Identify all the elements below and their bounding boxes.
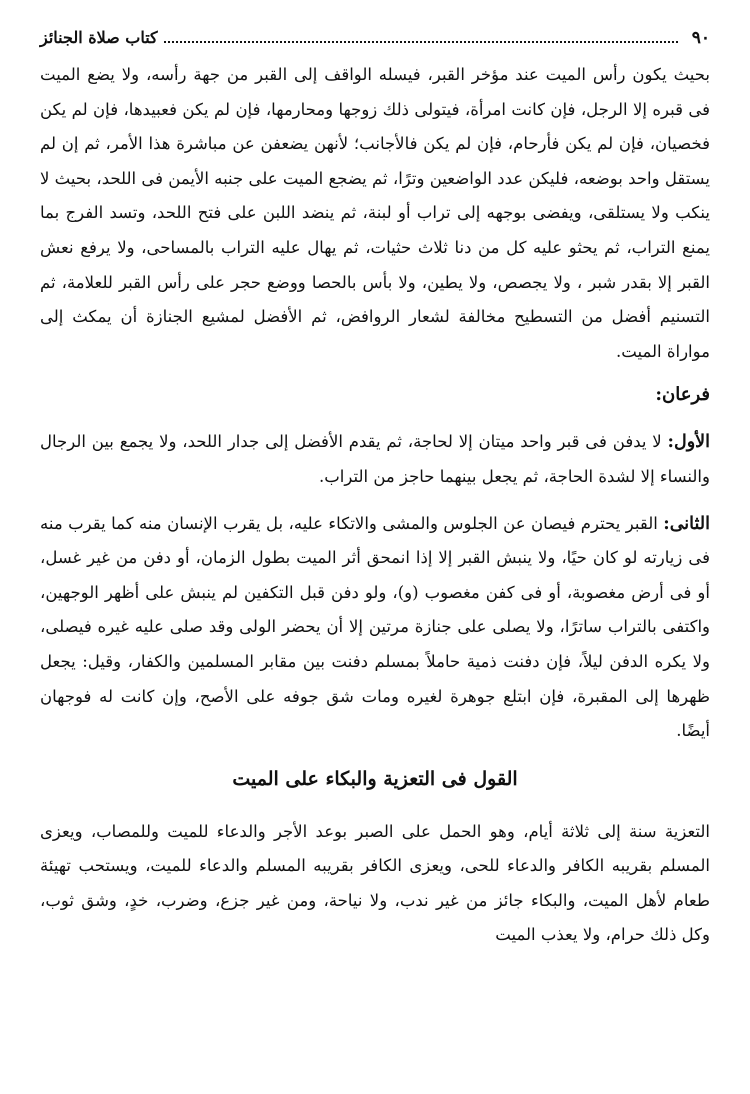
header-dotted-leader — [164, 40, 678, 43]
book-page — [40, 28, 710, 953]
section-title: القول فى التعزية والبكاء على الميت — [232, 767, 518, 790]
paragraph-burial-procedure: بحيث يكون رأس الميت عند مؤخر القبر، فيسله الواقف إلى القبر من جهة رأسه، ولا يضع الميت فى قبره إلا الرجل، فإن كانت امرأة، فيتولى ذلك زوجها ومحارمها، فإن لم يكن فعبيدها، فإن لم يكن فخصيان، فإن لم يكن فأرحام، فإن لم يكن فالأجانب؛ لأنهن يضعفن عن مباشرة هذا الأمر، ثم إن لم يستقل واحد بوضعه، فليكن عدد الواضعين وترًا، ثم يضجع الميت على جنبه الأيمن فى اللحد، بحيث لا ينكب ولا يستلقى، ويفضى بوجهه إلى تراب أو لبنة، ثم ينضد اللبن على فتح اللحد، وتسد الفرج بما يمنع التراب، ثم يحثو عليه كل من دنا ثلاث حثيات، ثم يهال عليه التراب بالمساحى، ولا يرفع نعش القبر إلا بقدر شبر ، ولا يجصص، ولا يطين، ولا بأس بالحصا ووضع حجر على رأس القبر للعلامة، ثم التسنيم أفضل من التسطيح مخالفة لشعار الروافض، ثم الأفضل لمشيع الجنازة أن يمكث إلى مواراة الميت. — [40, 65, 710, 361]
second-branch-text: القبر يحترم فيصان عن الجلوس والمشى والاتكاء عليه، بل يقرب الإنسان منه كما يقرب منه فى زيارته لو كان حيًا، ولا ينبش القبر إلا إذا انمحق أثر الميت بطول الزمان، أو دفن من غير غسل، أو فى أرض مغصوبة، أو فى كفن مغصوب (و)، ولو دفن قبل التكفين لم ينبش على أظهر الوجهين، واكتفى بالتراب ساترًا، ولا يصلى على جنازة مرتين إلا أن يحضر الولى وقد صلى عليه غيره فيصلى، ولا يكره الدفن ليلاً، فإن دفنت ذمية حاملاً بمسلم دفنت بين مقابر المسلمين والكفار، وقيل: يجعل ظهرها إلى المقبرة، فإن ابتلع جوهرة لغيره ومات شق جوفه على الأصح، وإن كانت له فوجهان أيضًا. — [40, 513, 710, 741]
paragraph-first-branch — [40, 425, 710, 494]
running-header — [40, 28, 710, 52]
subheading-two-branches: فرعان: — [655, 384, 710, 406]
paragraph-condolence: التعزية سنة إلى ثلاثة أيام، وهو الحمل على الصبر بوعد الأجر والدعاء للميت وللمصاب، ويعزى المسلم بقريبه الكافر والدعاء للحى، ويعزى الكافر بقريبه المسلم والدعاء للميت، ويستحب تهيئة طعام لأهل الميت، والبكاء جائز من غير ندب، ولا نياحة، ومن غير جزع، وضرب، خدٍ، وشق ثوب، وكل ذلك حرام، ولا يعذب الميت — [40, 821, 710, 945]
running-head-title: كتاب صلاة الجنائز — [40, 28, 158, 47]
second-branch-label: الثانى: — [663, 513, 710, 534]
first-branch-text: لا يدفن فى قبر واحد ميتان إلا لحاجة، ثم يقدم الأفضل إلى جدار اللحد، ولا يجمع بين الرجال والنساء إلا لشدة الحاجة، ثم يجعل بينهما حاجز من التراب. — [40, 432, 710, 486]
first-branch-label: الأول: — [667, 432, 710, 453]
page-number: ٩٠ — [691, 28, 710, 48]
paragraph-second-branch — [40, 507, 710, 749]
